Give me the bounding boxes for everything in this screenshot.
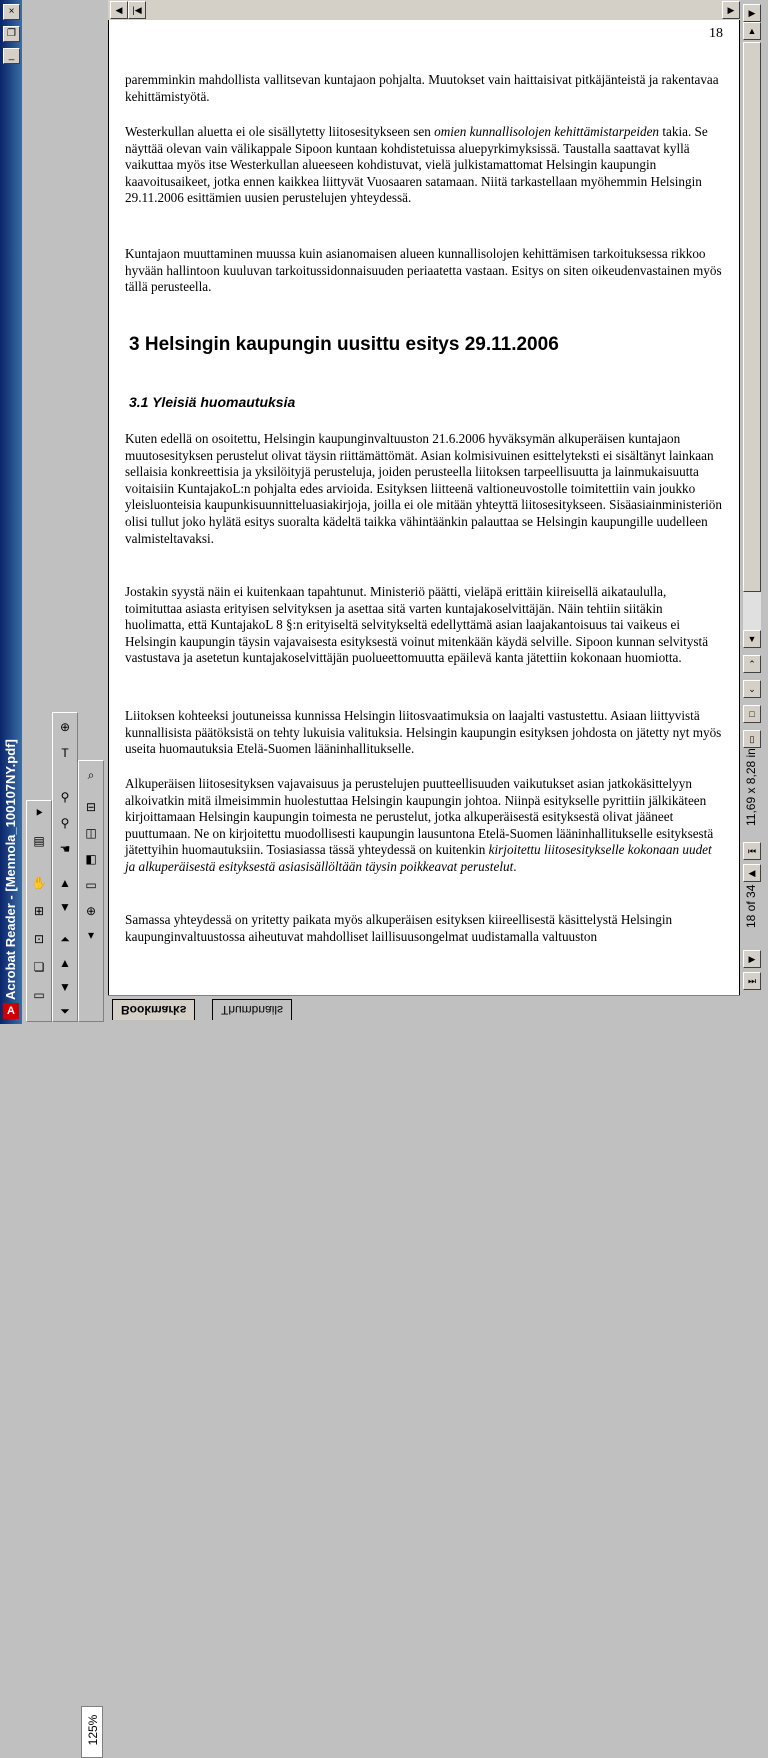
paragraph-7 <box>125 776 725 876</box>
find-icon[interactable]: ⌕ <box>87 768 95 782</box>
acrobat-icon: A <box>3 1003 19 1019</box>
heading-3-1: 3.1 Yleisiä huomautuksia <box>129 394 296 410</box>
thumbnails-icon[interactable]: ⊟ <box>85 800 97 814</box>
tab-thumbnails[interactable]: Thumbnails <box>212 999 292 1020</box>
paragraph-8: Samassa yhteydessä on yritetty paikata myös alkuperäisen esityksen kiireellisestä käsittelystä Helsingin kaupunginvaltuustossa aiheutuvat mahdolliset laillisuusongelmat uudistamalla valtuuston <box>125 912 673 944</box>
last-page-button[interactable]: ⏭ <box>743 972 761 990</box>
next-page-icon[interactable]: ▼ <box>59 980 71 994</box>
toolbar-view <box>78 760 104 1746</box>
restore-button[interactable]: ❐ <box>3 26 20 42</box>
single-page-icon[interactable]: □ <box>743 705 761 723</box>
scroll-left-thumb[interactable]: |◀ <box>128 1 146 19</box>
page-down-button[interactable]: ⌄ <box>743 680 761 698</box>
paragraph-2-text-b: takia. Se näyttää olevan vain välikappale Sipoon kuntaan kohdistetuissa aluepyrkimyksissä. Taustalla saattavat kyllä vaikuttaa myös itse Westerkullan alueeseen kohdistuvat, vielä julkistamattomat Helsingin kaupungin kaavoitusaikeet, jotka ennen kaikkea liittyvät Vuosaaren satamaan. Niitä tarkastellaan myöhemmin Helsingin 29.11.2006 esittämien uusien perustelujen yhteydessä. <box>125 124 708 206</box>
tab-bookmarks[interactable]: Bookmarks <box>112 999 195 1020</box>
hand-icon[interactable]: ☚ <box>59 842 71 856</box>
zoom-plus-icon[interactable]: ⊕ <box>85 904 97 918</box>
scroll-top-button[interactable]: ▶ <box>743 4 761 22</box>
first-page-icon[interactable]: ⏶ <box>60 932 70 946</box>
scroll-right-button[interactable]: ▶ <box>722 1 740 19</box>
scroll-up-button[interactable]: ▲ <box>743 22 761 40</box>
last-page-icon[interactable]: ⏷ <box>60 1004 70 1018</box>
prev-page-button[interactable]: ◀ <box>743 864 761 882</box>
paragraph-6: Liitoksen kohteeksi joutuneissa kunnissa Helsingin liitosvaatimuksia on laajalti vastustettu. Asiaan liittyvistä kunnallisista päätöksistä on tehty lukuisia valituksia. Helsingin kaupungin esityksen johdosta on jätetty nyt myös useita huomautuksia Etelä-Suomen lääninhallitukselle. <box>125 708 722 757</box>
copy-icon[interactable]: ❏ <box>33 960 45 974</box>
paragraph-2 <box>125 124 725 207</box>
page-number: 18 <box>709 26 723 41</box>
actual-size-icon[interactable]: ◫ <box>85 826 97 840</box>
title-bar <box>0 0 22 1024</box>
paragraph-7-text-b: . <box>513 858 517 874</box>
paragraph-3: Kuntajaon muuttaminen muussa kuin asianomaisen alueen kunnallisolojen kehittämisen tarkoituksessa rikkoo hyvään hallintoon kuuluvan tarkoitussidonnaisuuden periaatetta vastaan. Esitys on siten oikeudenvastainen myös tällä perusteella. <box>125 246 722 295</box>
horizontal-scrollbar[interactable] <box>108 0 740 20</box>
fit-width-icon[interactable]: ▭ <box>85 878 97 892</box>
next-page-button[interactable]: ▶ <box>743 950 761 968</box>
toolbar-file <box>26 800 52 1022</box>
scroll-down-button[interactable]: ▼ <box>743 630 761 648</box>
acrobat-logo-icon: ⯈ <box>34 806 44 820</box>
heading-3: 3 Helsingin kaupungin uusittu esitys 29.11.2006 <box>129 334 559 355</box>
page-up-button[interactable]: ⌃ <box>743 655 761 673</box>
paragraph-2-text-a: Westerkullan aluetta ei ole sisällytetty liitosesitykseen sen <box>125 124 435 139</box>
paragraph-4: Kuten edellä on osoitettu, Helsingin kaupunginvaltuuston 21.6.2006 hyväksymän alkuperäisen kuntajaon muutosesityksen perustelut olivat täysin riittämättömät. Asian kolmisivuinen esittelyteksti ei sisältänyt lainkaan sellaisia konkreettisia ja yksilöityjä perusteluja, joiden perusteella liitoksen tarpeellisuutta ja lainmukaisuutta voitaisiin KuntajakoL:n pohjalta edes arvioida. Esityksen liitteenä valtioneuvostolle toimitettiin vain joukko yleisluonteisia kaupunkisuunnitteluasiakirjoja, joilla ei ole mitään yhteyttä liitosesitykseen. Sisäasiainministeriön olisi tullut joko hylätä esitys suoralta kädeltä taikka vähintäänkin palauttaa se Helsingin kaupungille uudelleen valmisteltavaksi. <box>125 431 722 546</box>
snapshot-icon[interactable]: ⊡ <box>33 932 45 946</box>
close-button[interactable]: × <box>3 4 20 20</box>
magnifier-icon[interactable]: ⚲ <box>60 790 70 804</box>
vertical-scrollbar[interactable] <box>740 0 768 1024</box>
zoom-in-icon[interactable]: ⊕ <box>59 720 71 734</box>
scroll-left-button[interactable]: ◀ <box>110 1 128 19</box>
previous-page-icon[interactable]: ▲ <box>59 956 71 970</box>
first-page-button[interactable]: ⏮ <box>743 842 761 860</box>
go-back-icon[interactable]: ▲ <box>59 876 71 890</box>
page-of-label: 18 of 34 <box>744 884 758 928</box>
fit-page-icon[interactable]: ◧ <box>85 852 97 866</box>
paragraph-7-emphasis: kirjoitettu liitosesitykselle kokonaan uudet ja alkuperäisestä esityksestä asiasisällöltään täysin poikkeavat perustelut <box>125 842 712 874</box>
go-forward-icon[interactable]: ▼ <box>59 900 71 914</box>
page-size-label: 11,69 x 8,28 in <box>744 748 758 826</box>
pdf-page <box>108 20 740 995</box>
paragraph-1: paremminkin mahdollista vallitsevan kuntajaon pohjalta. Muutokset vain haittaisivat pitkäjänteistä ja rakentavaa kehittämistyötä. <box>125 72 719 104</box>
minimize-button[interactable]: _ <box>3 48 20 64</box>
toolbar-area <box>22 0 108 1746</box>
navigation-tabs <box>108 995 740 1025</box>
zoom-out-icon[interactable]: ⚲ <box>60 816 70 830</box>
window-title: Acrobat Reader - [Mennola_100107NY.pdf] <box>3 739 18 1000</box>
scroll-thumb[interactable] <box>743 42 761 592</box>
paragraph-5: Jostakin syystä näin ei kuitenkaan tapahtunut. Ministeriö päätti, vieläpä erittäin kiireisellä aikataululla, toimituttaa asiasta erityisen selvityksen ja asettaa sitä varten kuntajakoselvittäjän. Näin tehtiin siitäkin huolimatta, että KuntajakoL 8 §:n erityiseltä selvitykseltä edellyttämä asian laajakantoisuus tai vaikeus ei Helsingin kaupungin täysin vajavaisesta esityksestä voinut mitenkään käydä selville. Sipoon kunnan selvitystä vastustava ja asetetun kuntajakoselvittäjän puolueettomuutta epäilevä kanta jätettiin kokonaan huomiotta. <box>125 584 709 666</box>
select-text-icon[interactable]: ⊞ <box>33 904 45 918</box>
continuous-icon[interactable]: ▯ <box>743 730 761 748</box>
text-tool-icon[interactable]: T <box>61 746 69 760</box>
zoom-level-field[interactable]: 125% <box>81 1706 103 1758</box>
paragraph-2-emphasis: omien kunnallisolojen kehittämistarpeiden <box>434 124 660 139</box>
hand-tool-icon[interactable]: ✋ <box>31 876 47 890</box>
zoom-dropdown-icon[interactable]: ▾ <box>87 928 95 942</box>
toolbar-tools <box>52 712 78 1022</box>
paragraph-7-text-a: Alkuperäisen liitosesityksen vajavaisuus ja perustelujen puutteellisuuden vaikutukset asian jatkokäsittelyyn alkoivatkin mitä ilmeisimmin huolestuttaa Helsingin kaupungin johtoa. Niinpä esitykselle pyrittiin jälkikäteen kirjoittamaan Helsingin kaupungin toimesta ne perustelut, jotka alkuperäisestä esityksestä olivat jääneet puuttumaan. Ne on kirjoitettu muodollisesti kaupungin lausuntona Etelä-Suomen lääninhallitukselle esityksestä jätettyihin huomautuksiin. Tosiasiassa tässä yhteydessä on kuitenkin <box>125 776 714 858</box>
open-icon[interactable]: ▭ <box>33 988 45 1002</box>
print-icon[interactable]: ▤ <box>33 834 45 848</box>
